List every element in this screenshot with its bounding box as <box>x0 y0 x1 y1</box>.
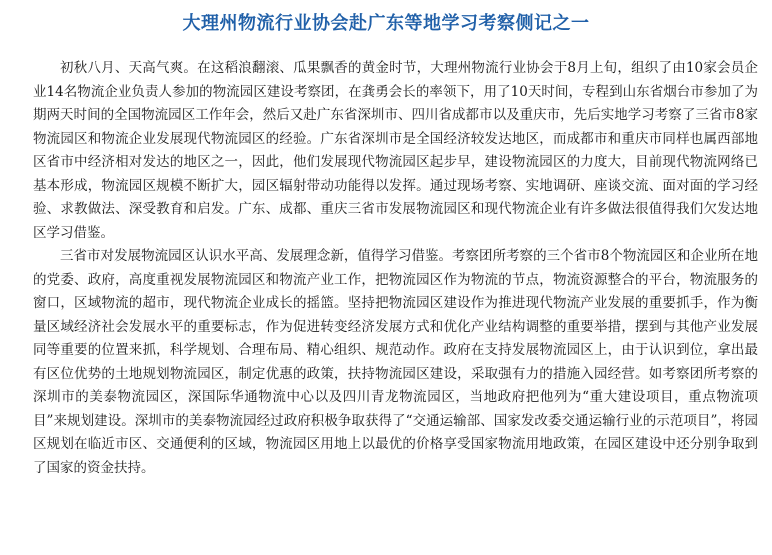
paragraph: 三省市对发展物流园区认识水平高、发展理念新，值得学习借鉴。考察团所考察的三个省市8个物流园区和企业所在地的党委、政府，高度重视发展物流园区和物流产业工作，把物流园区作为物流的节点，物流资源整合的平台，物流服务的窗口，区域物流的超市，现代物流企业成长的摇篮。坚持把物流园区建设作为推进现代物流产业发展的重要抓手，作为衡量区域经济社会发展水平的重要标志，作为促进转变经济发展方式和优化产业结构调整的重要举措，摆到与其他产业发展同等重要的位置来抓，科学规划、合理布局、精心组织、规范动作。政府在支持发展物流园区上，由于认识到位，拿出最有区位优势的土地规划物流园区，制定优惠的政策，扶持物流园区建设，采取强有力的措施入园经营。如考察团所考察的深圳市的美泰物流园区，深国际华通物流中心以及四川青龙物流园区，当地政府把他列为“重大建设项目，重点物流项目”来规划建设。深圳市的美泰物流园经过政府积极争取获得了“交通运输部、国家发改委交通运输行业的示范项目”，将园区规划在临近市区、交通便利的区域，物流园区用地上以最优的价格享受国家物流用地政策，在园区建设中还分别争取到了国家的资金扶持。 <box>33 248 758 476</box>
article-body <box>33 57 758 480</box>
paragraph: 初秋八月、天高气爽。在这稻浪翻滚、瓜果飘香的黄金时节，大理州物流行业协会于8月上旬，组织了由10家会员企业14名物流企业负责人参加的物流园区建设考察团，在龚勇会长的率领下，用了10天时间，专程到山东省烟台市参加了为期两天时间的全国物流园区工作年会，然后又赴广东省深圳市、四川省成都市以及重庆市，先后实地学习考察了三省市8家物流园区和物流企业发展现代物流园区的经验。广东省深圳市是全国经济较发达地区，而成都市和重庆市同样也属西部地区省市中经济相对发达的地区之一，因此，他们发展现代物流园区起步早，建设物流园区的力度大，目前现代物流网络已基本形成，物流园区规模不断扩大，园区辐射带动功能得以发挥。通过现场考察、实地调研、座谈交流、面对面的学习经验、求教做法、深受教育和启发。广东、成都、重庆三省市发展物流园区和现代物流企业有许多做法很值得我们欠发达地区学习借鉴。 <box>33 60 758 241</box>
article-title: 大理州物流行业协会赴广东等地学习考察侧记之一 <box>182 13 590 34</box>
